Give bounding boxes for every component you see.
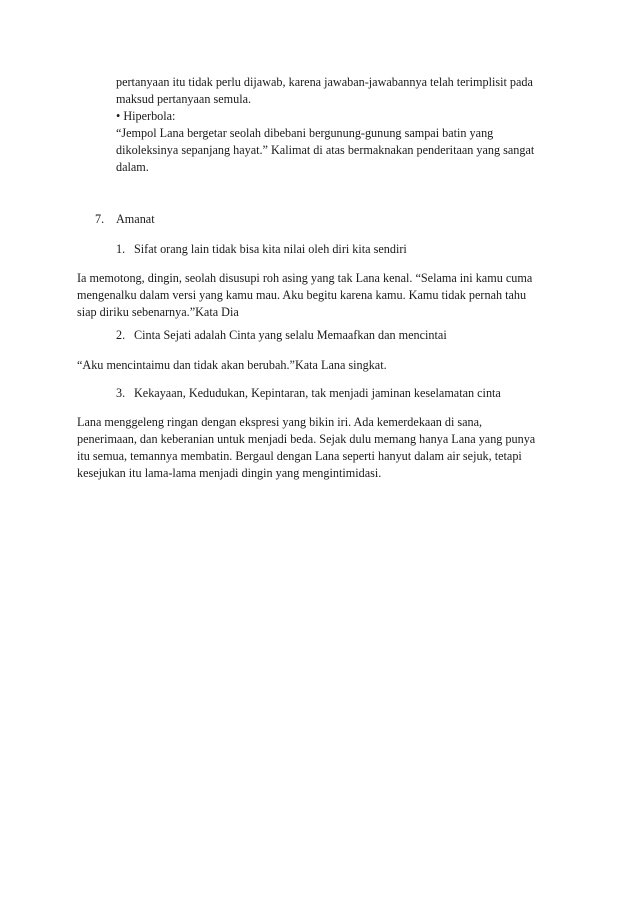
text-line: pertanyaan itu tidak perlu dijawab, karena jawaban-jawabannya telah terimplisit pada xyxy=(116,75,533,89)
item-number: 3. xyxy=(116,386,126,400)
text-line: dikoleksinya sepanjang hayat.” Kalimat di atas bermaknakan penderitaan yang sangat xyxy=(116,143,535,157)
quote-line: penerimaan, dan keberanian untuk menjadi beda. Sejak dulu memang hanya Lana yang punya xyxy=(77,432,536,446)
item-text: Sifat orang lain tidak bisa kita nilai oleh diri kita sendiri xyxy=(134,242,407,256)
bullet-heading: • Hiperbola: xyxy=(116,109,176,123)
quote-line: mengenalku dalam versi yang kamu mau. Aku begitu karena kamu. Kamu tidak pernah tahu xyxy=(77,288,527,302)
quote-line: Ia memotong, dingin, seolah disusupi roh asing yang tak Lana kenal. “Selama ini kamu cuma xyxy=(77,271,533,285)
section-number: 7. xyxy=(95,212,105,226)
text-line: “Jempol Lana bergetar seolah dibebani bergunung-gunung sampai batin yang xyxy=(116,126,494,140)
quote-line: Lana menggeleng ringan dengan ekspresi yang bikin iri. Ada kemerdekaan di sana, xyxy=(77,415,483,429)
quote-line: siap diriku sebenarnya.”Kata Dia xyxy=(77,305,239,319)
item-text: Kekayaan, Kedudukan, Kepintaran, tak menjadi jaminan keselamatan cinta xyxy=(134,386,501,400)
text-line: dalam. xyxy=(116,160,149,174)
text-line: maksud pertanyaan semula. xyxy=(116,92,252,106)
quote-line: itu semua, temannya membatin. Bergaul dengan Lana seperti hanyut dalam air sejuk, tetapi xyxy=(77,449,522,463)
section-title: Amanat xyxy=(116,212,155,226)
quote-line: “Aku mencintaimu dan tidak akan berubah.”Kata Lana singkat. xyxy=(77,358,387,372)
item-number: 1. xyxy=(116,242,126,256)
item-number: 2. xyxy=(116,328,126,342)
item-text: Cinta Sejati adalah Cinta yang selalu Memaafkan dan mencintai xyxy=(134,328,447,342)
quote-line: kesejukan itu lama-lama menjadi dingin yang mengintimidasi. xyxy=(77,466,382,480)
